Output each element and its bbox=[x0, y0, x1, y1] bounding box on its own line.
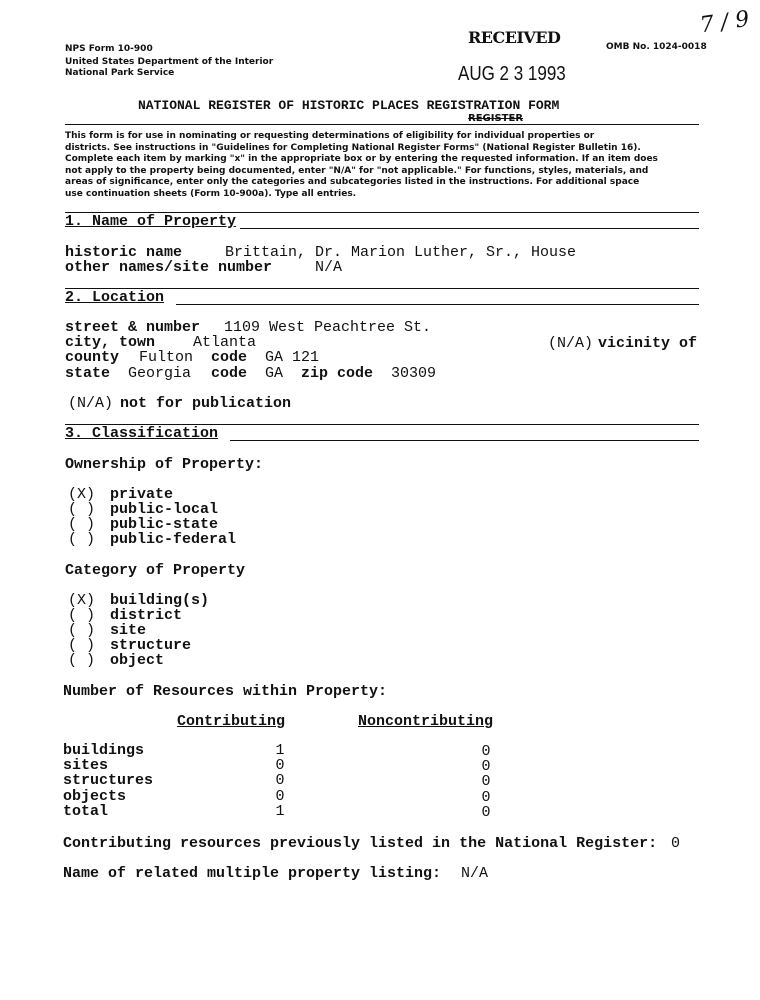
section1-heading-text: 1. Name of Property bbox=[65, 213, 237, 230]
category-mark: ( ) bbox=[68, 652, 96, 669]
section1-bottom-rule bbox=[240, 228, 699, 229]
instruction-line: use continuation sheets (Form 10-900a). Type all entries. bbox=[65, 188, 357, 199]
struck-text: REGISTER bbox=[468, 113, 524, 124]
section3-bottom-rule bbox=[230, 440, 699, 441]
county-code-value: GA 121 bbox=[265, 349, 320, 366]
noncontributing-header: Noncontributing bbox=[358, 713, 494, 730]
ownership-label: private bbox=[110, 486, 174, 503]
previously-listed-label: Contributing resources previously listed in the National Register: bbox=[63, 835, 658, 852]
county-label: county bbox=[65, 349, 120, 366]
resources-heading: Number of Resources within Property: bbox=[63, 683, 388, 700]
ownership-mark: ( ) bbox=[68, 516, 96, 533]
ownership-mark: ( ) bbox=[68, 531, 96, 548]
state-value: Georgia bbox=[128, 365, 192, 382]
not-for-publication-mark: (N/A) bbox=[68, 395, 114, 412]
city-value: Atlanta bbox=[193, 334, 257, 351]
resource-noncontributing: 0 bbox=[481, 743, 491, 760]
category-mark: ( ) bbox=[68, 607, 96, 624]
ownership-label: public-federal bbox=[110, 531, 237, 548]
resource-label: structures bbox=[63, 772, 154, 789]
city-label: city, town bbox=[65, 334, 156, 351]
form-title: NATIONAL REGISTER OF HISTORIC PLACES REGISTRATION FORM bbox=[138, 98, 560, 113]
category-label: district bbox=[110, 607, 183, 624]
ownership-label: public-state bbox=[110, 516, 219, 533]
section2-bottom-rule bbox=[176, 304, 699, 305]
multiple-property-label: Name of related multiple property listing: bbox=[63, 865, 442, 882]
ownership-label: public-local bbox=[110, 501, 219, 518]
resource-label: total bbox=[63, 803, 109, 820]
section2-heading bbox=[65, 290, 164, 305]
resource-noncontributing: 0 bbox=[481, 789, 491, 806]
category-label: structure bbox=[110, 637, 192, 654]
received-stamp: RECEIVED bbox=[468, 28, 561, 47]
historic-name-label: historic name bbox=[65, 244, 183, 261]
instruction-line: Complete each item by marking "x" in the appropriate box or by entering the requested information. If an item does bbox=[65, 154, 658, 164]
resource-noncontributing: 0 bbox=[481, 758, 491, 775]
state-code-value: GA bbox=[265, 365, 284, 382]
service: National Park Service bbox=[65, 68, 175, 78]
previously-listed-value: 0 bbox=[671, 835, 681, 852]
department: United States Department of the Interior bbox=[65, 57, 274, 67]
form-number: NPS Form 10-900 bbox=[65, 44, 153, 54]
vicinity-label: vicinity of bbox=[598, 335, 698, 352]
handwritten-mark: 7 / 9 bbox=[698, 6, 751, 39]
resource-contributing: 1 bbox=[275, 803, 285, 820]
category-mark: (X) bbox=[68, 592, 96, 609]
other-names-value: N/A bbox=[315, 259, 343, 276]
section1-heading bbox=[65, 214, 236, 229]
instruction-line: districts. See instructions in "Guidelines for Completing National Register Forms" (National Register Bulletin 16). bbox=[65, 142, 641, 153]
category-label: building(s) bbox=[110, 592, 210, 609]
resource-noncontributing: 0 bbox=[481, 773, 491, 790]
category-label: site bbox=[110, 622, 147, 639]
category-mark: ( ) bbox=[68, 637, 96, 654]
resource-label: buildings bbox=[63, 742, 145, 759]
resource-contributing: 0 bbox=[275, 772, 285, 789]
contributing-header: Contributing bbox=[177, 713, 286, 730]
multiple-property-value: N/A bbox=[461, 865, 489, 882]
resource-noncontributing: 0 bbox=[481, 804, 491, 821]
street-value: 1109 West Peachtree St. bbox=[224, 319, 432, 336]
category-label: object bbox=[110, 652, 165, 669]
ownership-mark: (X) bbox=[68, 486, 96, 503]
omb-number: OMB No. 1024-0018 bbox=[606, 42, 707, 52]
instructions-block bbox=[65, 131, 658, 200]
category-heading: Category of Property bbox=[65, 562, 246, 579]
instruction-line: not apply to the property being documented, enter "N/A" for "not applicable." For functions, styles, materials, and bbox=[65, 165, 649, 176]
section2-heading-text: 2. Location bbox=[65, 289, 165, 306]
section3-heading-text: 3. Classification bbox=[65, 425, 219, 442]
not-for-publication-label: not for publication bbox=[120, 395, 292, 412]
category-mark: ( ) bbox=[68, 622, 96, 639]
header-rule bbox=[65, 124, 699, 125]
county-value: Fulton bbox=[139, 349, 194, 366]
resource-contributing: 0 bbox=[275, 788, 285, 805]
state-code-label: code bbox=[211, 365, 248, 382]
county-code-label: code bbox=[211, 349, 248, 366]
ownership-heading: Ownership of Property: bbox=[65, 456, 264, 473]
instruction-line: areas of significance, enter only the categories and subcategories listed in the instructions. For additional space bbox=[65, 177, 640, 187]
state-label: state bbox=[65, 365, 111, 382]
zip-label: zip code bbox=[301, 365, 374, 382]
section3-heading bbox=[65, 426, 218, 441]
vicinity-mark: (N/A) bbox=[548, 335, 594, 352]
zip-value: 30309 bbox=[391, 365, 437, 382]
received-date-stamp: AUG 2 3 1993 bbox=[458, 63, 566, 85]
ownership-mark: ( ) bbox=[68, 501, 96, 518]
resource-label: objects bbox=[63, 788, 127, 805]
historic-name-value: Brittain, Dr. Marion Luther, Sr., House bbox=[225, 244, 577, 261]
street-label: street & number bbox=[65, 319, 201, 336]
resource-contributing: 0 bbox=[275, 757, 285, 774]
other-names-label: other names/site number bbox=[65, 259, 273, 276]
instruction-line: This form is for use in nominating or requesting determinations of eligibility for individual properties or bbox=[65, 131, 595, 141]
resource-contributing: 1 bbox=[275, 742, 285, 759]
resource-label: sites bbox=[63, 757, 109, 774]
